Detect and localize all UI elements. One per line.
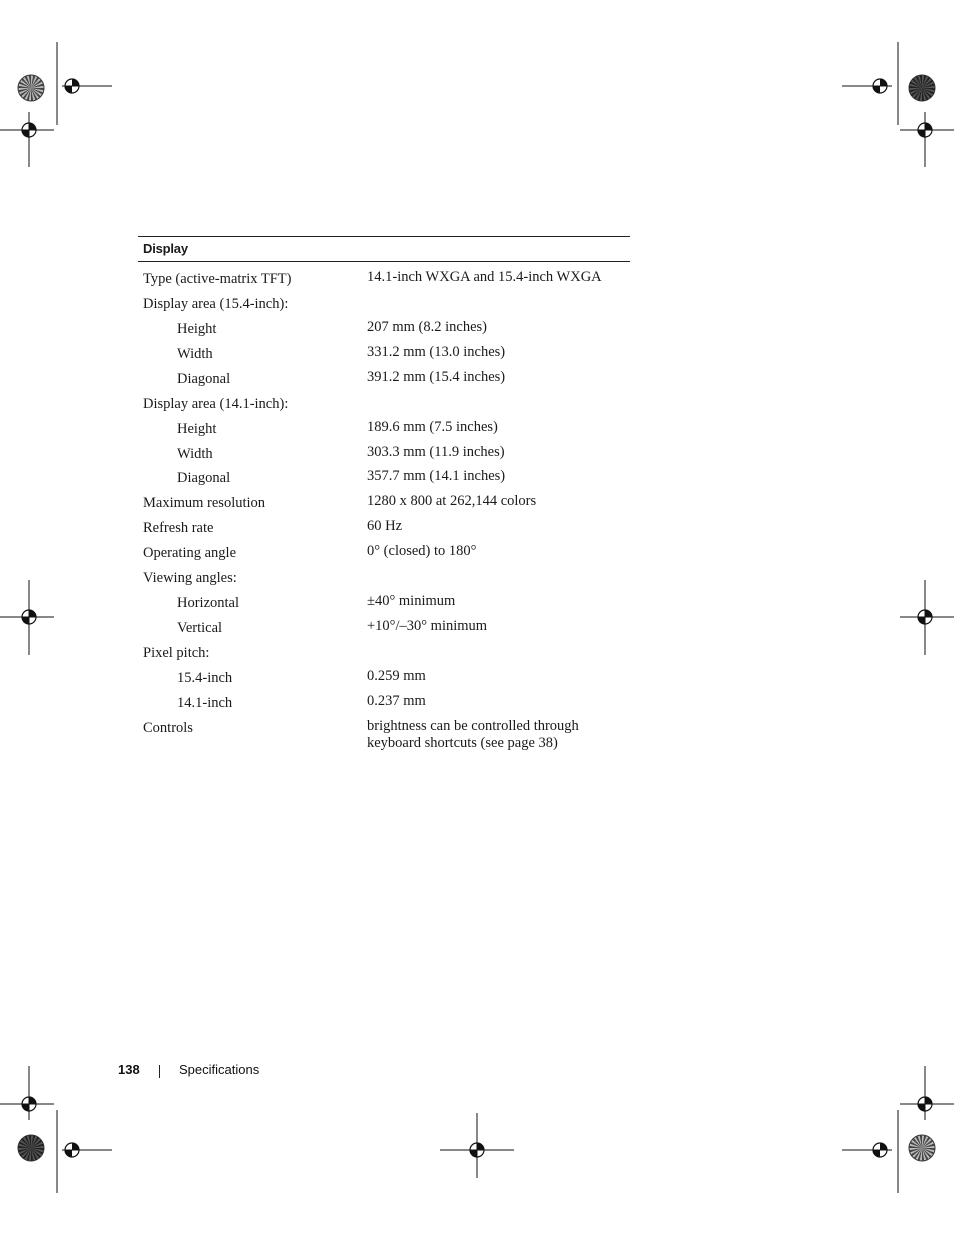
table-row: [138, 668, 630, 692]
spec-label: Height: [177, 420, 217, 437]
spec-value: 60 Hz: [367, 518, 403, 535]
spec-value: 391.2 mm (15.4 inches): [367, 368, 506, 385]
table-header: Display: [138, 236, 630, 262]
spec-label: Refresh rate: [143, 520, 214, 537]
spec-label: Width: [177, 345, 213, 362]
table-row: [138, 618, 630, 642]
table-row: [138, 717, 630, 751]
starburst-mark: [18, 75, 44, 101]
spec-value: 0.237 mm: [367, 692, 426, 709]
footer-separator: [159, 1065, 160, 1078]
spec-label: Type (active-matrix TFT): [143, 271, 292, 287]
crosshair-mark: [918, 1097, 932, 1111]
crosshair-mark: [22, 1097, 36, 1111]
crosshair-mark: [65, 1143, 79, 1157]
spec-value: 207 mm (8.2 inches): [367, 318, 488, 335]
spec-value: 357.7 mm (14.1 inches): [367, 468, 506, 485]
spec-label: Operating angle: [143, 545, 237, 562]
table-row: [138, 369, 630, 393]
starburst-mark: [909, 75, 935, 101]
table-row: [138, 568, 630, 592]
table-row: [138, 468, 630, 492]
spec-value: 303.3 mm (11.9 inches): [367, 443, 505, 460]
spec-label: Width: [177, 445, 213, 462]
crosshair-mark: [22, 123, 36, 137]
spec-value: 0.259 mm: [367, 667, 426, 684]
table-row: [138, 693, 630, 717]
spec-value: 1280 x 800 at 262,144 colors: [367, 493, 537, 510]
starburst-mark: [18, 1135, 44, 1161]
spec-value: 331.2 mm (13.0 inches): [367, 343, 506, 360]
crosshair-mark: [873, 79, 887, 93]
crosshair-mark: [918, 610, 932, 624]
crosshair-mark: [22, 610, 36, 624]
spec-value: 14.1-inch WXGA and 15.4-inch WXGA: [367, 269, 602, 285]
spec-value: [367, 718, 579, 752]
table-row: [138, 344, 630, 368]
spec-value: 189.6 mm (7.5 inches): [367, 418, 498, 435]
spec-value: +10°/–30° minimum: [367, 618, 488, 635]
spec-label: Diagonal: [177, 470, 231, 487]
spec-label: 15.4-inch: [177, 669, 233, 686]
table-row: [138, 543, 630, 567]
spec-label: Viewing angles:: [143, 570, 237, 587]
table-row: [138, 269, 630, 293]
table-row: [138, 419, 630, 443]
crosshair-mark: [65, 79, 79, 93]
spec-label: Vertical: [177, 620, 223, 637]
spec-label: Pixel pitch:: [143, 644, 210, 661]
spec-label: Controls: [143, 719, 193, 736]
spec-label: Diagonal: [177, 370, 231, 387]
page-number: 138: [118, 1062, 140, 1077]
spec-label: Maximum resolution: [143, 495, 266, 512]
table-row: [138, 294, 630, 318]
display-spec-table: [138, 236, 630, 751]
table-row: [138, 643, 630, 667]
spec-label: Display area (15.4-inch):: [143, 295, 289, 312]
spec-label: Display area (14.1-inch):: [143, 395, 289, 412]
section-title: Specifications: [179, 1062, 260, 1077]
starburst-mark: [909, 1135, 935, 1161]
spec-label: 14.1-inch: [177, 694, 233, 711]
spec-value-line: brightness can be controlled through: [367, 717, 579, 734]
spec-value: ±40° minimum: [367, 593, 456, 610]
spec-label: Height: [177, 320, 217, 337]
spec-value: 0° (closed) to 180°: [367, 543, 477, 560]
crosshair-mark: [873, 1143, 887, 1157]
table-row: [138, 394, 630, 418]
table-row: [138, 493, 630, 517]
spec-label: Horizontal: [177, 595, 240, 612]
spec-value-line: keyboard shortcuts (see page 38): [367, 734, 558, 751]
table-row: [138, 518, 630, 542]
table-row: [138, 444, 630, 468]
table-row: [138, 319, 630, 343]
crosshair-mark: [470, 1143, 484, 1157]
crosshair-mark: [918, 123, 932, 137]
table-row: [138, 593, 630, 617]
